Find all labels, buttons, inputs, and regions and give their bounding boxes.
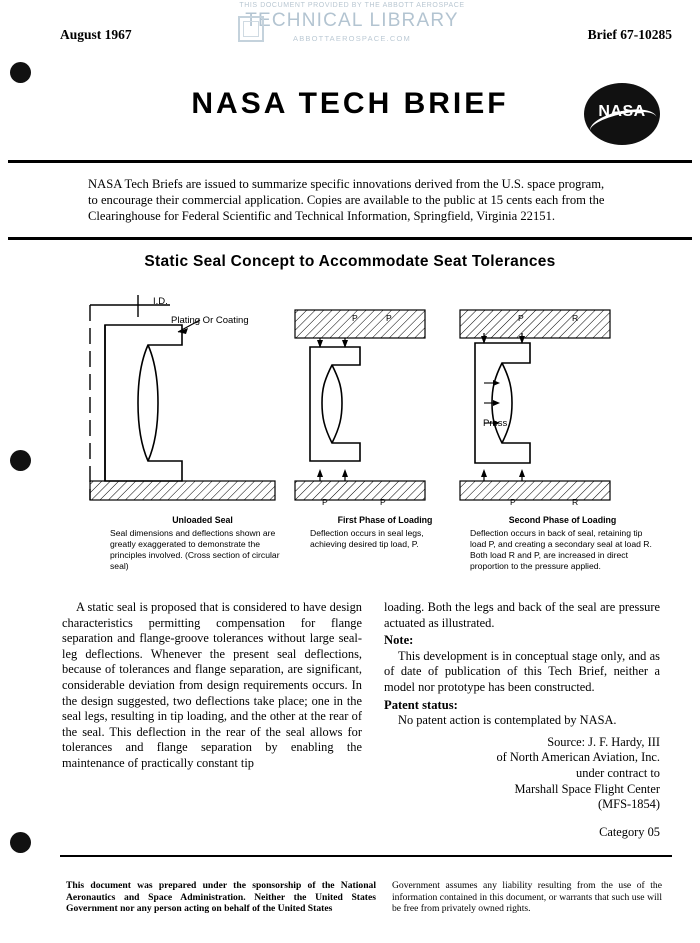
figure-label-id: I.D. bbox=[153, 296, 168, 307]
watermark-main-line: TECHNICAL LIBRARY bbox=[245, 10, 459, 31]
watermark-bottom-line: ABBOTTAEROSPACE.COM bbox=[293, 34, 411, 43]
watermark-top-line: THIS DOCUMENT PROVIDED BY THE ABBOTT AEROSPACE bbox=[239, 2, 465, 9]
figure-caption-first-phase bbox=[310, 515, 460, 550]
note-heading: Note: bbox=[384, 633, 414, 648]
body-column-left bbox=[62, 600, 362, 772]
issue-date: August 1967 bbox=[60, 27, 132, 42]
source-line: Marshall Space Flight Center bbox=[514, 781, 660, 796]
library-cube-icon bbox=[238, 16, 264, 42]
patent-status-heading: Patent status: bbox=[384, 697, 458, 712]
source-line: (MFS-1854) bbox=[598, 797, 660, 812]
body-paragraph: A static seal is proposed that is considered to have design characteristics permitting compensation for flange separation and flange-groove tolerances without large seal-leg deflections. Whenever the present seal deflections, because of tolerances and flange separation, are significant, considerable deviation from design requirements occurs. In the design suggested, two deflections take place; one in the seal legs, resulting in tip loading, and the other at the rear of the seal. This deflection in the rear of the seal allows for tolerances and flange separation by enabling the maintenance of practically constant tip bbox=[62, 600, 362, 770]
patent-status-text: No patent action is contemplated by NASA. bbox=[398, 713, 617, 728]
source-line: of North American Aviation, Inc. bbox=[496, 750, 660, 765]
category-label: Category 05 bbox=[599, 824, 660, 839]
source-block bbox=[384, 735, 660, 813]
punch-hole bbox=[10, 450, 31, 471]
punch-hole bbox=[10, 832, 31, 853]
nasa-logo-text: NASA bbox=[598, 103, 646, 120]
punch-hole bbox=[10, 62, 31, 83]
figure-caption-text: Deflection occurs in seal legs, achieving desired tip load, P. bbox=[310, 528, 424, 549]
figure-load-label-p: P bbox=[380, 497, 386, 507]
article-title: Static Seal Concept to Accommodate Seat Tolerances bbox=[144, 253, 556, 270]
note-text: This development is in conceptual stage only, and as of date of publication of this Tech Brief, neither a model nor prototype has been constructed. bbox=[384, 648, 660, 694]
divider bbox=[8, 160, 692, 163]
figure-caption-text: Seal dimensions and deflections shown are greatly exaggerated to demonstrate the principles involved. (Cross section of circular seal) bbox=[110, 528, 280, 571]
figure-static-seal-diagram bbox=[60, 285, 660, 525]
figure-caption-title: Unloaded Seal bbox=[172, 515, 233, 525]
figure-load-label-p: P bbox=[518, 313, 524, 323]
figure-load-label-p: P bbox=[510, 497, 516, 507]
figure-caption-second-phase bbox=[470, 515, 655, 572]
figure-load-label-p: P bbox=[352, 313, 358, 323]
masthead-blurb: NASA Tech Briefs are issued to summarize specific innovations derived from the U.S. space program, to encourage their commercial application. Copies are available to the public at 15 cents each from the Clearinghouse for Federal Scientific and Technical Information, Springfield, Virginia 22151. bbox=[88, 177, 605, 223]
figure-press-label: Press bbox=[483, 418, 508, 429]
figure-load-label-p: P bbox=[322, 497, 328, 507]
divider bbox=[8, 237, 692, 240]
figure-label-plating: Plating Or Coating bbox=[171, 315, 249, 326]
figure-load-label-p: P bbox=[386, 313, 392, 323]
body-column-right bbox=[384, 600, 660, 840]
figure-caption-title: First Phase of Loading bbox=[337, 515, 433, 525]
page-title: NASA TECH BRIEF bbox=[191, 87, 509, 120]
footer-text-right: Government assumes any liability resulting from the use of the information contained in this document, or warrants that such use will be free from privately owned rights. bbox=[392, 880, 662, 915]
figure-caption-unloaded bbox=[110, 515, 295, 572]
source-line: Source: J. F. Hardy, III bbox=[547, 734, 660, 749]
body-paragraph-continued: loading. Both the legs and back of the seal are pressure actuated as illustrated. bbox=[384, 600, 660, 630]
nasa-logo bbox=[584, 83, 660, 145]
figure-caption-title: Second Phase of Loading bbox=[508, 515, 617, 525]
brief-number: Brief 67-10285 bbox=[587, 27, 672, 42]
footer-divider bbox=[60, 855, 672, 857]
watermark bbox=[232, 2, 472, 43]
source-line: under contract to bbox=[576, 765, 660, 780]
figure-load-label-r: R bbox=[572, 497, 579, 507]
figure-caption-text: Deflection occurs in back of seal, retaining tip load P, and creating a secondary seal at load R. Both load R and P, are increased in direct proportion to the pressure applied. bbox=[470, 528, 652, 571]
figure-load-label-r: R bbox=[572, 313, 579, 323]
footer-text-left: This document was prepared under the sponsorship of the National Aeronautics and Space Administration. Neither the United States Government nor any person acting on behalf of the United States bbox=[66, 880, 376, 915]
